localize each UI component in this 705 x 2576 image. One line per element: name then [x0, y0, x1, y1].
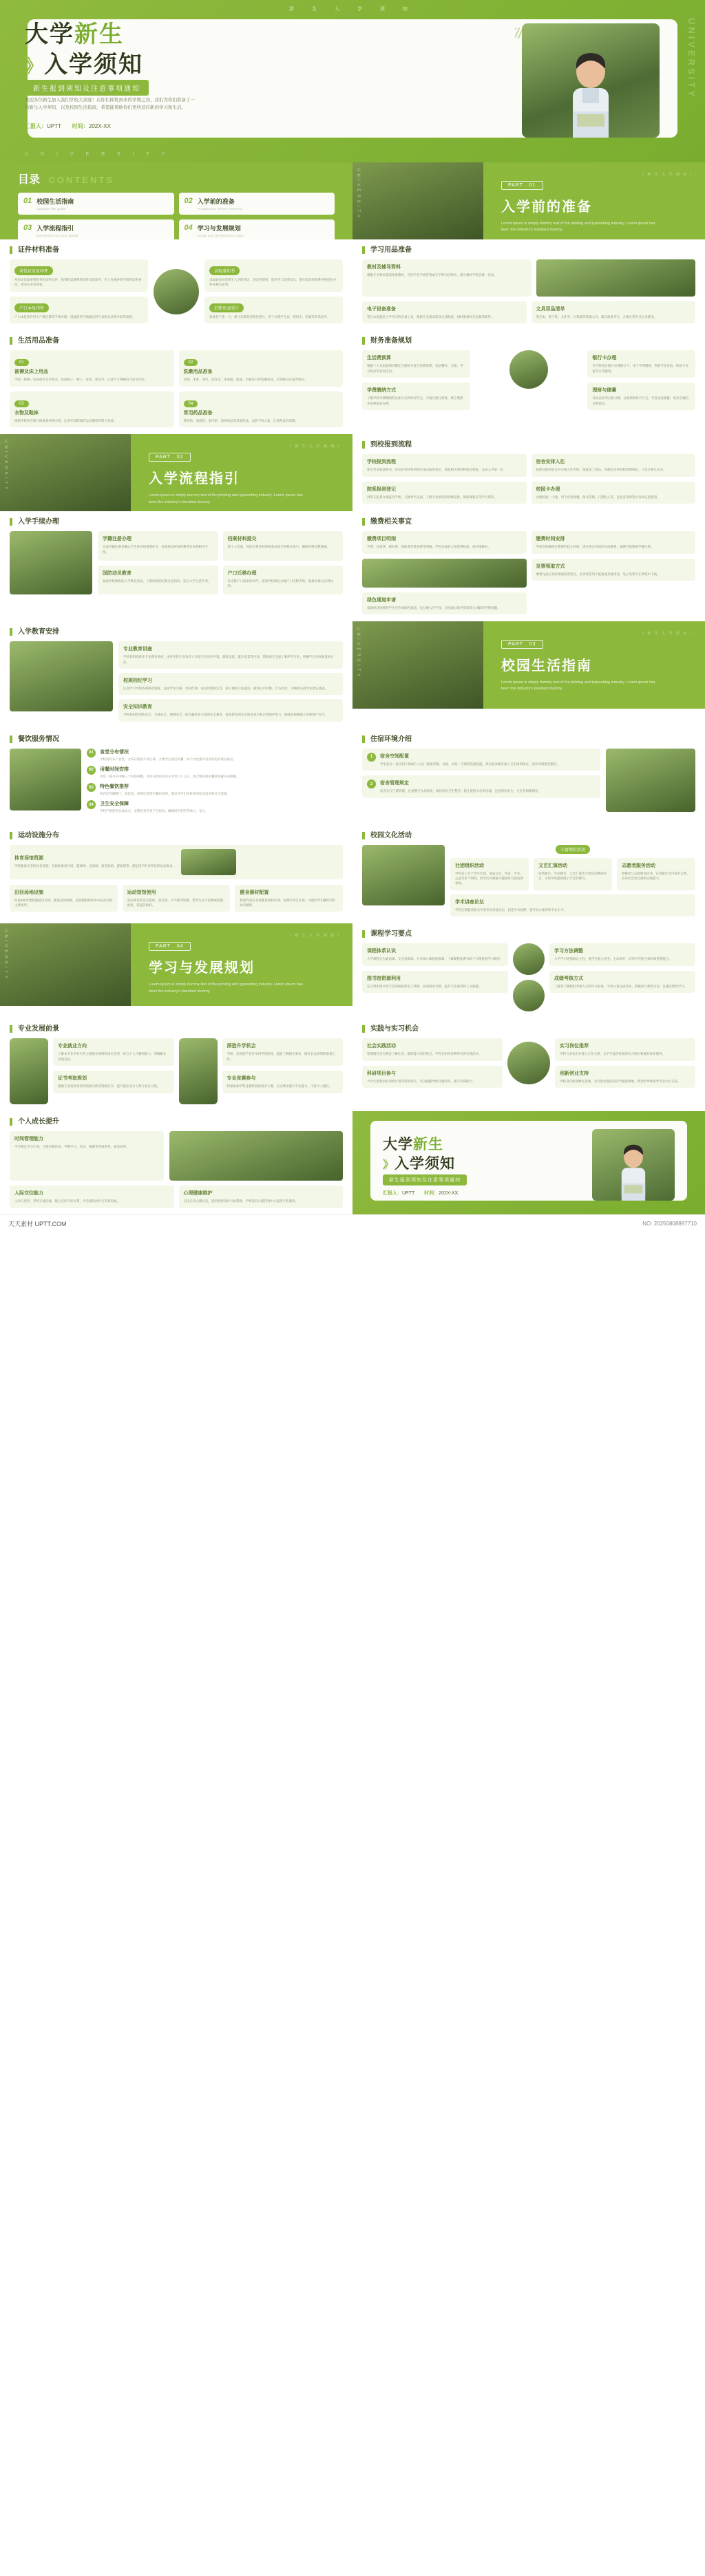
part3-tag: PART . 03: [501, 640, 543, 649]
materials-photo: [154, 269, 199, 314]
study-slide: [352, 239, 705, 330]
materials-card-3: 户口本复印件 户口本复印件用于户籍迁移等手续办理，请提前到当地派出所开具相关证明并复印备用。: [10, 297, 148, 323]
procedures-photo: [10, 531, 92, 594]
part2-title: 入学流程指引: [149, 471, 240, 487]
career-slide: [0, 1018, 352, 1111]
part2-report-row: [0, 434, 705, 511]
canteen-slide: [0, 729, 352, 825]
practice-card-3: 科研项目参与 大学生创新创业训练计划等科研项目，可以跟随导师开展研究，提升科研能力。: [362, 1066, 503, 1088]
dorm-item-2-number: 2: [367, 780, 376, 788]
daily-card-2-num: 02: [184, 359, 198, 366]
report-card-2: 宿舍安排入住 按照分配的宿舍号办理入住手续，领取床上用品，熟悉宿舍环境和管理规定，与室友相互认识。: [532, 454, 696, 476]
toc-number: 01: [23, 197, 32, 205]
canteen-photo: [10, 749, 81, 811]
study-card-2: 电子设备准备 笔记本电脑是大学学习的必备工具，根据专业需求选择合适配置，同时准备好充电器等配件。: [362, 301, 527, 323]
dorm-slide: [352, 729, 705, 825]
finance-photo: [509, 350, 548, 389]
sports-title: 运动设施分布: [10, 832, 343, 839]
canteen-item-1: 01 食堂分布情况 学校设有多个食堂，分布在校园不同区域，方便学生就近用餐，每个食堂都有各具特色的菜品供应。: [87, 749, 343, 762]
study-title: 学习用品准备: [362, 246, 695, 254]
course-title: 课程学习要点: [362, 930, 695, 938]
course-card-3: 图书馆资源利用 充分利用图书馆丰富的纸质和电子资源，养成阅读习惯，提升专业素养和人文底蕴。: [362, 971, 508, 993]
student-illustration-icon: [608, 1141, 659, 1201]
procedures-card-4: 户口迁移办理 有迁移户口需求的同学，按照学校规定办理户口迁移手续，准备好相关证明材料。: [223, 566, 344, 595]
canteen-item-4-number: 04: [87, 800, 96, 809]
part1-slide: [352, 162, 705, 239]
daily-title: 生活用品准备: [10, 337, 343, 345]
part1-tag: PART . 01: [501, 181, 543, 190]
footer-id: NO: 20250808897710: [642, 1221, 697, 1227]
finance-title: 财务准备规划: [362, 337, 695, 345]
cover-date: 时间：202X-XX: [72, 123, 111, 129]
practice-slide: [352, 1018, 705, 1111]
fee-card-2: 缴费时间安排 学校会明确规定缴费的起止时间，请在规定时间内完成缴费，逾期可能影响学籍注册。: [532, 531, 696, 553]
contents-slide: [0, 162, 352, 239]
toc-grid: [18, 193, 335, 239]
dorm-item-1-number: 1: [367, 753, 376, 762]
toc-item-4[interactable]: [179, 219, 335, 239]
toc-text: 入学流程指引 Enrollment process guide: [36, 225, 78, 237]
report-card-4: 校园卡办理 办理校园一卡通，用于食堂就餐、图书借阅、门禁出入等，注意妥善保管并及时充值使用。: [532, 482, 696, 504]
part2-tag: PART . 02: [149, 453, 191, 462]
course-card-4: 成绩考核方式 了解各门课程的考核方式和评分标准，平时认真完成作业，积极参与课堂讨论，注重过程性学习。: [549, 971, 695, 993]
career-title: 专业发展前景: [10, 1025, 343, 1033]
procedures-slide: [0, 511, 352, 621]
report-slide: [352, 434, 705, 511]
materials-study-row: [0, 239, 705, 330]
end-cover-slide: [352, 1111, 705, 1214]
support-card-1: 专业教育讲座 学校将组织新生专业教育讲座，由各学院专业负责人介绍专业培养方案、课程设置、就业前景等内容，帮助新生全面了解所学专业，明确学习目标和发展方向。: [118, 641, 343, 669]
part3-photo: [352, 621, 483, 709]
sports-card-3: 健身器材配置 校园内设有多处健身器材区域，免费向学生开放，方便同学们随时进行体育锻炼。: [235, 885, 343, 912]
part4-course-row: [0, 923, 705, 1018]
canteen-title: 餐饮服务情况: [10, 736, 343, 743]
cover-title-line1: [25, 15, 124, 49]
culture-card-4: 学术讲座论坛 学校定期邀请知名学者举办讲座论坛，拓宽学术视野，提升综合素养和专业水平。: [450, 894, 695, 916]
chevron-icon: 》: [25, 56, 45, 76]
materials-card-2: 录取通知书 录取通知书是新生入学的凭证，请妥善保管，报到当天需要出示，遗失需及时联系学校招生办补办相关证明。: [204, 259, 343, 292]
daily-card-3: 03 衣物及鞋袜 根据学校所在地气候准备四季衣物，注意军训期间的运动服装和鞋子准备。: [10, 391, 174, 427]
page-footer: [0, 1214, 705, 1232]
course-slide: [352, 923, 705, 1018]
study-card-1: 教材及辅导资料 根据专业要求提前准备教材，可向学长学姐咨询或在学校书店购买，部分教材学校会统一发放。: [362, 259, 532, 297]
student-illustration-icon: [552, 48, 629, 138]
support-card-3: 安全知识教育 学校将组织消防安全、交通安全、网络安全、防诈骗等多方面的安全教育，提高新生的安全防范意识和自我保护能力，确保在校期间人身和财产安全。: [118, 699, 343, 721]
part1-title: 入学前的准备: [501, 200, 592, 215]
canteen-item-1-number: 01: [87, 749, 96, 758]
cover-title-line2-text: 入学须知: [44, 52, 144, 78]
finance-slide: [352, 330, 705, 434]
toc-number: 02: [184, 197, 193, 205]
part4-photo: [0, 923, 131, 1006]
dorm-item-2: 2 宿舍管理规定 宿舍实行门禁管理，注意遵守作息时间，保持宿舍卫生整洁，禁止使用大功率电器，注意用电安全，与室友和睦相处。: [362, 775, 600, 797]
course-photo-1: [513, 943, 545, 975]
toc-text: 入学前的准备 Preparation before entering: [197, 198, 243, 211]
part2-photo: [0, 434, 131, 511]
part1-body: [483, 162, 705, 239]
toc-number: 03: [23, 224, 32, 232]
part2-photo-vertical-text: UNIVERSITY: [3, 440, 8, 493]
report-card-1: 学校报到流程 新生凭录取通知书、身份证等材料到指定地点报到登记，领取相关资料和宿舍钥匙，完成入学第一步。: [362, 454, 527, 476]
career-practice-row: [0, 1018, 705, 1111]
support-title: 入学教育安排: [10, 628, 343, 636]
procedures-card-1: 学籍注册办理 完成学籍注册是确认学生身份的重要环节，需按规定时间到教务处办理相关手续。: [98, 531, 218, 561]
report-title: 到校报到流程: [362, 441, 695, 449]
footer-site-name: 天天素材 UPTT.COM: [8, 1221, 67, 1228]
materials-card-4: 近期免冠照片 准备若干张一寸、两寸近期免冠彩色照片，用于办理学生证、校园卡、档案等各类证件。: [204, 297, 343, 323]
toc-number: 04: [184, 224, 193, 232]
end-cover-presenter: 汇报人：UPTT: [383, 1191, 415, 1196]
practice-photo: [507, 1042, 550, 1084]
toc-text: 校园生活指南 Campus life guide: [36, 198, 74, 211]
part1-photo-vertical-text: UNIVERSITY: [356, 168, 360, 221]
culture-slide: [352, 825, 705, 924]
culture-center-label: 丰富精彩活动: [556, 845, 590, 854]
part2-corner-text: / 新 生 入 学 须 知 /: [290, 444, 340, 449]
dorm-item-1: 1 宿舍空间配置 学生宿舍一般为四人间或六人间，配备床铺、书桌、衣柜、空调等基础设施，部分宿舍配有独立卫生间和阳台，居住环境舒适整洁。: [362, 749, 600, 771]
contents-heading: 目录 CONTENTS: [18, 174, 114, 186]
culture-photo: [362, 845, 445, 905]
materials-card-1-pill: 身份证及复印件: [14, 266, 53, 275]
end-cover-subtitle: 新生报到须知及注意事项通知: [383, 1174, 467, 1185]
part1-corner-text: / 新 生 入 学 须 知 /: [642, 173, 693, 177]
career-card-3: 证书考取规划 根据专业需求规划考取相关职业资格证书，提升就业竞争力和专业认可度。: [53, 1071, 174, 1093]
practice-card-1: 社会实践活动 寒暑假社会实践是了解社会、锻炼能力的好机会，学校会组织多种形式的实践活动。: [362, 1038, 503, 1060]
end-cover-photo: [592, 1129, 675, 1201]
cover-university-en: U N I V E R S I T Y: [25, 152, 171, 157]
cover-title-line2: [25, 45, 143, 79]
culture-title: 校园文化活动: [362, 832, 695, 839]
support-part3-row: [0, 621, 705, 729]
part4-slide: [0, 923, 352, 1006]
toc-item-2[interactable]: [179, 193, 335, 215]
personal-card-2: 人际交往能力 主动与同学、老师交流沟通，建立良好人际关系，学会团队协作与有效沟通。: [10, 1185, 174, 1208]
personal-card-3: 心理健康维护 关注自身心理状态，遇到困扰及时寻求帮助，学校设有心理咨询中心提供专业服务。: [179, 1185, 344, 1208]
canteen-item-2: 02 用餐时间安排 食堂一般分早中晚三个时段供餐，具体开放时间会在食堂门口公示，请合理安排用餐时间避开高峰期。: [87, 766, 343, 779]
daily-card-1: 01 被褥及床上用品 学校一般统一发放或可自行购买，包括被子、褥子、床单、枕头等，注意尺寸规格符合宿舍床位。: [10, 350, 174, 386]
practice-title: 实践与实习机会: [362, 1025, 695, 1033]
practice-card-4: 创新创业支持 学校设有创业孵化基地，为有创业想法的同学提供场地、资金和导师指导等全方位支持。: [555, 1066, 695, 1088]
daily-card-4-num: 04: [184, 400, 198, 407]
fee-slide: [352, 511, 705, 621]
part2-body: [131, 434, 352, 511]
toc-item-3[interactable]: [18, 219, 174, 239]
sports-card-1: 田径场地设施 标准400米塑胶跑道田径场，配备足球场地，是晨跑锻炼和举办运动会的主要场所。: [10, 885, 118, 912]
cover-topline: 新 生 入 学 须 知: [289, 7, 416, 12]
dorm-photo: [606, 749, 695, 812]
end-cover-title-line1: 大学新生: [383, 1137, 443, 1153]
career-card-1: 专业就业方向 了解本专业毕业生的主要就业领域和岗位类型，结合个人兴趣和能力，明确职业发展目标。: [53, 1038, 174, 1066]
end-chevron-icon: 》: [383, 1159, 395, 1172]
finance-card-3: 银行卡办理 在学校指定银行办理银行卡，用于学费缴纳、奖助学金发放、校园卡充值等日常使用。: [587, 350, 695, 378]
cover-photo: [522, 23, 660, 138]
support-card-2: 校规校纪学习 认真学习学校各项规章制度，包括学生手册、考试纪律、宿舍管理规定等，树立遵纪守法意识，做到心中有数，行为有度，为顺利完成学业奠定基础。: [118, 673, 343, 695]
support-photo: [10, 641, 113, 711]
part4-description: Lorem ipsum is simply dummy text of the printing and typesetting industry. Lorem ipsum has been the industry's standard dummy.: [149, 983, 303, 994]
dorm-title: 住宿环境介绍: [362, 736, 695, 743]
cover-vertical-en: UNIVERSITY: [686, 18, 697, 100]
daily-finance-row: [0, 330, 705, 434]
cover-title-part-b: 新生: [74, 21, 124, 47]
part4-photo-vertical-text: UNIVERSITY: [3, 929, 8, 982]
daily-card-1-num: 01: [14, 359, 29, 366]
personal-card-1: 时间管理能力 学会制定学习计划，合理分配时间，平衡学习、社团、兼职等各项事务，提高效率。: [10, 1131, 164, 1181]
career-card-2: 深造升学机会 考研、出国留学是许多同学的选择，提前了解相关要求，做好长远规划和准备工作。: [222, 1038, 344, 1066]
part3-description: Lorem ipsum is simply dummy text of the printing and typesetting industry. Lorem ipsum has been the industry's standard dummy.: [501, 680, 655, 691]
cover-meta: [25, 122, 111, 130]
career-photo-1: [10, 1038, 48, 1104]
culture-card-2: 文艺汇演活动 迎新晚会、毕业晚会、文艺汇演等大型活动精彩纷呈，为同学们提供展示才艺的舞台。: [534, 858, 612, 890]
toc-item-1[interactable]: [18, 193, 174, 215]
cover-subtitle: 新生报到须知及注意事项通知: [25, 80, 149, 96]
personal-photo: [169, 1131, 343, 1181]
part3-body: [483, 621, 705, 709]
part1-photo: [352, 162, 483, 239]
cover-slide: [0, 0, 705, 162]
procedures-card-3: 国防动员教育 参加学校组织的入学教育活动，了解校规校纪和安全知识，适应大学生活节奏。: [98, 566, 218, 595]
sports-slide: [0, 825, 352, 924]
canteen-item-4: 04 卫生安全保障 学校严格把控食品安全，定期检查食堂卫生状况，确保同学们吃得放心、安心。: [87, 800, 343, 813]
daily-card-2: 02 洗漱用品准备 牙刷、牙膏、毛巾、洗发水、沐浴露、脸盆、水桶等日常洗漱用品，可到校后在超市购买。: [179, 350, 344, 386]
procedures-card-2: 档案材料提交 将个人档案、党团关系等材料按要求提交到相应部门，确保材料完整准确。: [223, 531, 344, 561]
fee-card-3: 绿色通道申请 家庭经济困难的学生可申请绿色通道，先办理入学手续，后续通过助学贷款等方式解决学费问题。: [362, 592, 527, 614]
materials-card-3-pill: 户口本复印件: [14, 303, 49, 312]
presentation-page: [0, 0, 705, 1232]
part3-photo-vertical-text: UNIVERSITY: [356, 627, 360, 680]
procedures-title: 入学手续办理: [10, 518, 343, 526]
part3-slide: [352, 621, 705, 709]
canteen-item-3-number: 03: [87, 783, 96, 792]
end-cover-title-line2: 》入学须知: [383, 1156, 456, 1172]
sports-card-2: 运动馆馆使用 室内体育馆设有篮球、羽毛球、乒乓球等场地，凭学生证可免费或优惠使用，需提前预约。: [123, 885, 231, 912]
fee-card-1: 缴费项目明细 学费、住宿费、教材费、保险费等各项费用明细，学校会提前公布收费标准，请仔细核对。: [362, 531, 527, 553]
materials-slide: [0, 239, 352, 330]
cover-title-part-a: 大学: [25, 21, 74, 47]
part3-title: 校园生活指南: [501, 658, 592, 674]
study-card-3: 文具用品清单 笔记本、签字笔、文件夹、计算器等基础文具，建议准备齐全，方便日常学习记录使用。: [532, 301, 696, 323]
sports-culture-row: [0, 825, 705, 924]
part4-tag: PART . 04: [149, 942, 191, 951]
study-photo: [536, 259, 696, 297]
daily-slide: [0, 330, 352, 434]
part4-title: 学习与发展规划: [149, 960, 255, 976]
course-card-1: 课程体系认识 大学课程分为通识课、专业基础课、专业核心课和选修课，了解课程体系有助于合理规划学习路径。: [362, 943, 508, 965]
canteen-item-3: 03 特色餐饮推荐 校内还有咖啡厅、面包房、奶茶店等特色餐饮场所，满足同学们多样化的饮食需求和社交需要。: [87, 783, 343, 796]
part4-corner-text: / 新 生 入 学 须 知 /: [290, 934, 340, 938]
support-slide: [0, 621, 352, 729]
sports-photo: [181, 849, 236, 875]
fee-card-4: 发票领取方式 缴费完成后及时领取发票凭证，妥善保管用于报销或其他用途，电子发票可在系统中下载。: [532, 559, 696, 581]
canteen-dorm-row: [0, 729, 705, 825]
finance-card-2: 学费缴纳方式 了解学校学费缴纳的具体方式和时间节点，可通过银行转账、网上缴费等多种渠道办理。: [362, 383, 470, 410]
personal-title: 个人成长提升: [10, 1118, 343, 1126]
materials-title: 证件材料准备: [10, 246, 343, 254]
part2-description: Lorem ipsum is simply dummy text of the printing and typesetting industry. Lorem ipsum has been the industry's standard dummy.: [149, 493, 303, 504]
practice-card-2: 实习岗位推荐 学校与多家企业建立合作关系，为学生提供优质的实习岗位和就业推荐服务。: [555, 1038, 695, 1060]
sports-banner: 体育场馆资源 学校配备完善的体育设施，包括标准田径场、篮球场、足球场、羽毛球馆、游泳馆等，满足同学们多样化的运动需求。: [10, 845, 343, 879]
course-photo-2: [513, 980, 545, 1011]
end-cover-date: 时间：202X-XX: [424, 1191, 459, 1196]
cover-presenter: 汇报人：UPTT: [25, 123, 61, 129]
personal-slide: [0, 1111, 352, 1214]
fee-photo: [362, 559, 527, 588]
finance-card-4: 理财与储蓄 养成良好的记账习惯，合理规划每月开支，学会适度储蓄，培养正确的消费观念。: [587, 383, 695, 410]
part2-slide: [0, 434, 352, 511]
cover-description: 欢迎各位新生加入我们学校大家庭！在你们即将到来的学期之初，我们为你们准备了一份新生入学须知，以及校园生活指南，希望能帮助你们更快适应新的学习和生活。: [25, 98, 195, 111]
career-card-4: 专业竞赛参与 积极参加学科竞赛和创新创业大赛，在实践中提升专业能力，丰富个人履历。: [222, 1071, 344, 1093]
fee-title: 缴费相关事宜: [362, 518, 695, 526]
culture-card-3: 志愿者服务活动 积极参与志愿服务活动，在奉献社会中提升自我，培养社会责任感和实践能力。: [617, 858, 695, 890]
finance-card-1: 生活费预算 根据个人及家庭情况制定合理的月度生活费预算，包括餐饮、交通、学习用品等各项支出。: [362, 350, 470, 378]
materials-card-2-pill: 录取通知书: [209, 266, 240, 275]
report-card-3: 院系报到登记 到所在院系办理报到手续，与辅导员见面，了解专业情况和班级安排，领取课程表等学习资料。: [362, 482, 527, 504]
procedures-fee-row: [0, 511, 705, 621]
canteen-item-2-number: 02: [87, 766, 96, 775]
part1-description: Lorem ipsum is simply dummy text of the printing and typesetting industry. Lorem ipsum has been the industry's standard dummy.: [501, 222, 655, 233]
career-photo-2: [179, 1038, 218, 1104]
materials-card-4-pill: 近期免冠照片: [209, 303, 244, 312]
daily-card-4: 04 常用药品准备 感冒药、退烧药、创可贴、消毒用品等常备药品，以防不时之需，注意药品有效期。: [179, 391, 344, 427]
course-card-2: 学习方法调整 大学学习更强调自主性，要学会独立思考、主动探究，培养自学能力和时间管理能力。: [549, 943, 695, 965]
daily-card-3-num: 03: [14, 400, 29, 407]
part4-body: [131, 923, 352, 1006]
toc-text: 学习与发展规划 Study and development plan: [197, 225, 244, 237]
part3-corner-text: / 新 生 入 学 须 知 /: [642, 632, 693, 636]
contents-and-part1-row: [0, 162, 705, 239]
culture-card-1: 社团组织活动 学校有上百个学生社团，涵盖文艺、体育、学术、公益等多个领域，同学们可根据兴趣爱好自由选择参加。: [450, 858, 529, 890]
materials-card-1: 身份证及复印件 身份证是最重要的身份证明文件，报到时需要携带原件及复印件，用于办理各项手续和证明身份，请务必妥善保管。: [10, 259, 148, 292]
personal-endcover-row: [0, 1111, 705, 1214]
end-cover-meta: [383, 1190, 458, 1196]
